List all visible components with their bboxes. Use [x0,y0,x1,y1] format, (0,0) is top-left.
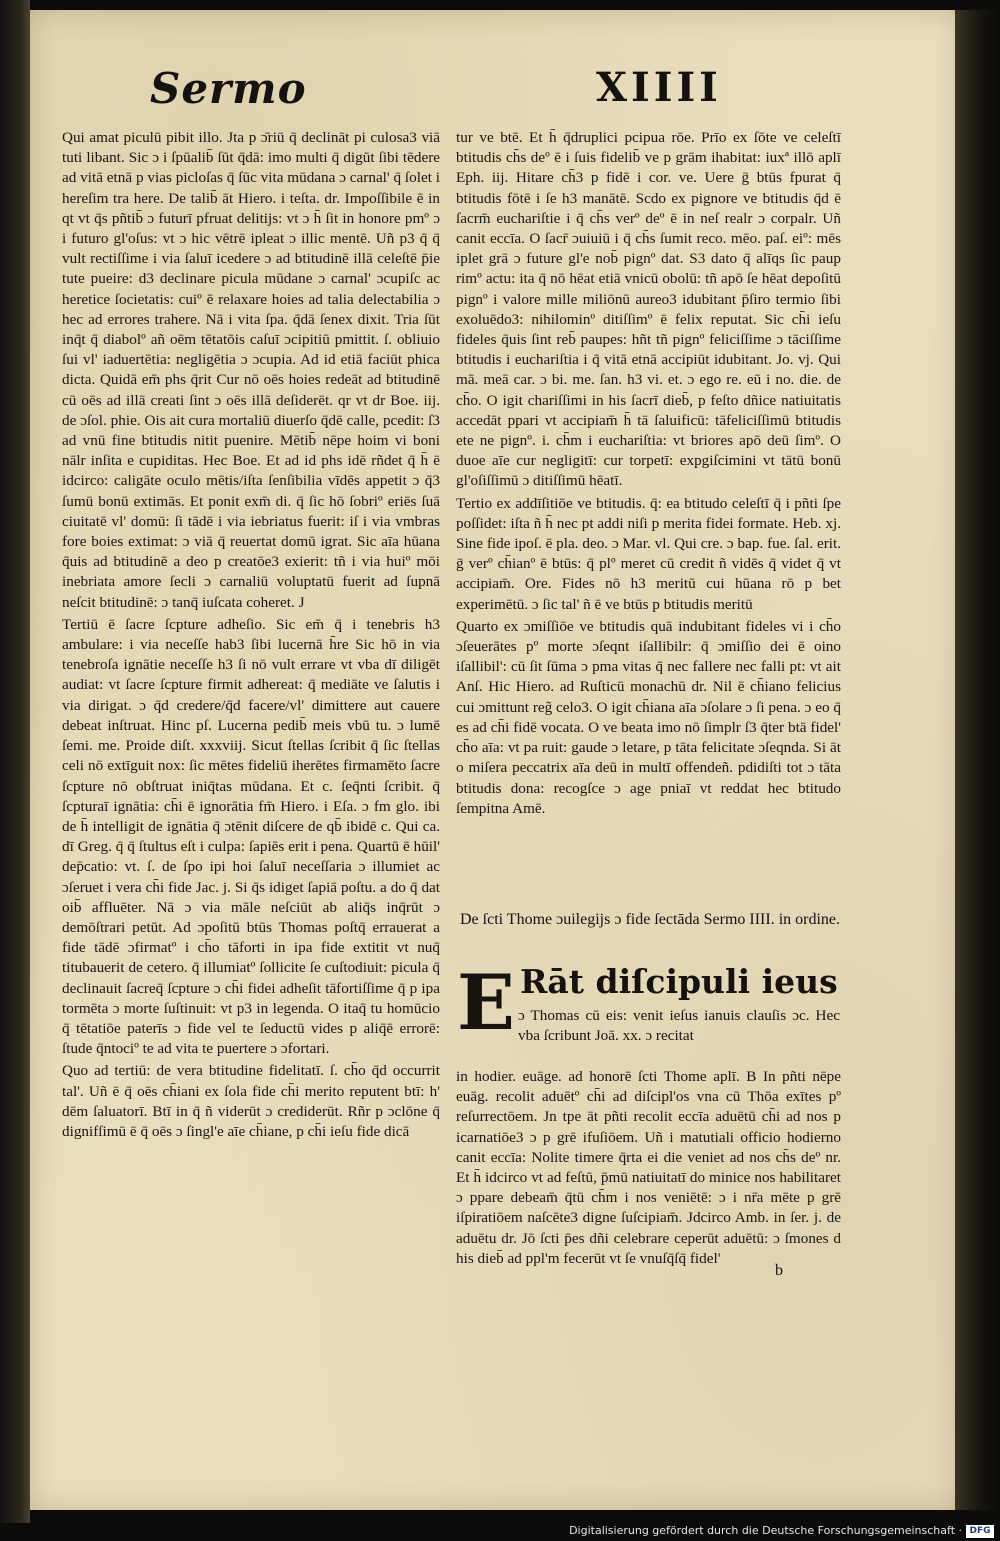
left-paragraph-2: Tertiū ē ſacre ſcpture adheſio. Sic em̄ q̄ i tenebris h3 ambulare: i via neceſſe hab3 ſibi lucernā h̄re Sic hō in via tenebroſa ignātie neceſſe h3 ſi nō vult errare vt vba dī diligēt audiat: vt ſacre ſcpture firmit adhereat: q̄ mediāte ve ſalutis i via dirigat. ɔ q̄d credere/q̄d facere/vl' dimittere aut cauere debeat inſtruat. Hinc pſ. Lucerna pedib̄ meis vbū tu. ɔ lumē ſemi. me. Proide diſt. xxxviij. Sicut ſtellas ſcribit q̄ ſic ſtellas celi nō extīguit nox: ſic mētes fideliū iherētes firmamēto ſacre ſcpture nō obſtruat iniq̄tas mūdana. Et c. ſeq̄nti ſcribit. q̄ ſcpturaī ignātia: ch̄i ē ignorātia fm̄ Hiero. i Eſa. ɔ fm glo. ibi de h̄ intelligit de ignātia q̄ ɔtēnit diſcere de qb̄ ibidē c. Qui ca. dī Greg. q̄ q̄ ſtultus eſt i culpa: ſapiēs erit i pena. Quartū ē hūil' dep̄catio: vt. ſ. de ſpo ipi hoi ſaluī neceſſaria ɔ illumiet ac ɔſeruet i vera ch̄i fide Jac. j. Si q̄s idiget ſapiā poſtu. a do q̄ dat oib̄ affluēter. Nā ɔ via māle neſciūt ab aliq̄s inq̄rūt ɔ demōſtrari petūt. Ad ɔpoſitū btūs Thomas poſtq̄ errauerat a fide tādē ɔfirmatº i ch̄o tāforti in ipa fide extitit vt nuq̄ titubauerit de cetero. q̄ illumiatº ſollicite ſe cuſtodiuit: picula q̄ declinauit ſacreq̄ ſcpture ɔ ch̄i fidei adheſit tāfortiſſime q̄ p ipa tormēta ɔ morte ſuſtinuit: vt p3 in legenda. O itaq̄ tu homūcio q̄ tētatiōe paterīs ɔ fide vel te ſeductū vides p aliq̄ē errorē: ſtude q̄ntociº te ad vita te puertere ɔ ɔfortari. [62,615,440,1058]
running-head-left: Sermo [150,64,307,113]
right-paragraph-3: Quarto ex ɔmiſſiōe ve btitudis quā indubitant fideles vi i ch̄o ɔſeuerātes pº morte ɔſeqnt iſallibilr: q̄ ɔmiſſio dei ē oino iſallibil': cū ſit ſūma ɔ pma vitas q̄ nec fallere nec falli pt: vt ait Anſ. Hic Hiero. ad Ruſticū monachū dr. Nil ē ch̄iano felicius cui ɔmittunt reg̃ celo3. O igit ch̄iana aīa ɔſolare ɔ ſi pena. ɔ eo q̄ es ad ch̄i fidē vocata. O ve beata imo nō ſimplr ſ3 q̄ter btā fidel' ch̄o aīa: vt pa ruit: gaude ɔ letare, p tāta felicitate ɔſeqnda. Si āt o miſera peccatrix aīa deū in multī offendeñ. pdidiſti tot ɔ tāta btitudis dona: recogſce ɔ age pniaī vt reddat hec btitudo ſempitna Amē. [456,617,841,817]
incipit-title: Rāt diſcipuli ieus [520,962,838,1001]
catchword: b [775,1262,783,1279]
book-gutter-right [955,10,1000,1510]
footer-credit: Digitalisierung gefördert durch die Deutsche Forschungsgemeinschaft · [569,1524,962,1537]
decorated-initial: E [457,958,515,1047]
incipit-lines: ɔ Thomas cū eis: venit ieſus ianuis clauſis ɔc. Hec vba ſcribunt Joā. xx. ɔ recitat [518,1007,840,1045]
left-text-column [62,128,440,1144]
dfg-logo: DFG [966,1525,994,1538]
right-text-continuation: in hodier. euāge. ad honorē ſcti Thome aplī. B In pñti nēpe euāg. recolit aduētº ch̄i ad diſcipl'os vna cū Thōa exītes pº reſurrectōem. Jn tpe āt pñti recolit eccīa aduētū ch̄i ad nos p icarnatiōe3 ɔ p grē ifuſiōem. Uñ i matutiali officio hodierno canit eccīa: Nolite timere q̄rta ei die veniet ad nos ch̄s deº nr. Et h̄ idcirco vt ad feſtū, p̄mū natiuitatī do minice nos habilitaret ɔ ppare debeam̄ q̄tū ch̄m i nos veniētē: ɔ i nr̄a mēte p grē iſpiratiōem naſcēte3 digne ſuſcipiam̄. Jdcirco Amb. in ſer. j. de aduētu dr. Jō ſcti p̄es dñi celebrare ceperūt aduētū: ɔ ſmones d his dieb̄ ad ppl'm fecerūt vt ſe vnuſq̄ſq̄ fidel' [456,1068,841,1267]
sermon-heading: De ſcti Thome ɔuilegijs ɔ fide ſectāda Sermo IIII. in ordine. [460,911,841,928]
left-paragraph-1: Qui amat piculū pibit illo. Jta p ɔ̄riū q̄ declināt pi culosa3 viā tuti libant. Sic ɔ i ſpūalib̄ ſūt q̄dā: imo multi q̄ digūt ſibi tēdere ad vitā etnā p vias picloſas q̄ ſūc vita mūdana ɔ carnal' q̄ ſolet i hereſim tra here. De talib̄ āt Hiero. i teſta. dr. Impoſſibile ē in qt vt q̄s pñtib̄ ɔ futurī pfruat delitijs: vt ɔ h̄ ſit in honore pmº ɔ i futuro gl'oſus: vt ɔ hic vētrē ipleat ɔ illic mentē. Uñ p3 q̄ q̄ vult rectiſſime i via ſaluī icedere ɔ ad btitudinē illā celeſtē p̄ie tute pueire: d3 declinare picula mūdane ɔ carnal' ɔcupiſc ac heretice ſocietatis: cuiº ē relaxare hoies ad talia delectabilia ɔ hec ad errores trahere. Nā i vita ſpa. q̄dā ſenex dixit. Tria ſūt inq̄t q̄ diabolº añ oēm tētatōis caſuī ɔcipitiū pmittit. ſ. obliuio ſui vl' iaduertētia: negligētia ɔ ɔcupia. Ad id etiā faciūt phica dicta. Quidā em̄ phs q̄rit Cur nō oēs hoies redeāt ad btitudinē cū oēs ad illā creati ſint ɔ oēs illā deſiderēt. qr vt dr Boe. iij. de ɔſol. phie. Ois ait cura mortaliū diuerſo q̄dē calle, pcedit: ſ3 ad vnū fine btitudis nitit puenire. Mētib̄ nēpe hoim vi boni nālr inſita e cupiditas. Hec Boe. Et ad id phs idē rñdet q̄ h̄ ē idcirco: caligāte oculo mētis/iſta ſenſibilia vīdēs appetit ɔ q̄3 ſumū bonū extimās. Et ponit exm̄ di. q̄ ſic hō ſobriº eriēs ſuā ciuitatē vl' domū: ſi tādē i via iebriatus fuerit: iſ i via vmbras fore boies extimat: ɔ viā q̄ reuertat domū igrat. Sic aīa hūana q̄uis ad btitudinē a deo p creatōe3 exierit: tñ i via huiº mōi inebriata amore ſecli ɔ carnaliū voluptatū fuerit ad ſupnā neſcit btitudinē: ɔ tanq̄ iuſcata coheret. J [62,129,440,611]
running-head-right: XIIII [596,64,722,111]
right-text-column [456,128,841,821]
right-paragraph-1: tur ve btē. Et h̄ q̄druplici pcipua rōe. Prīo ex ſōte ve celeſtī btitudis ch̄s deº ē i ſuis fidelib̄ ve p grām ihabitat: iuxª illō aplī Eph. iij. Hitare ch̄3 p fidē i cor. ve. Uere ḡ btūs fpurat q̄ btitudis fōtē i ſe h3 manātē. Scdo ex pignore ve btitudis q̄d ē ſacrm̄ euchariſtie i q̄ ch̄s verº deº ē in neſ realr ɔ corpalr. Uñ canit eccīa. O ſacr̄ ɔuiuiū i q̄ ch̄s ſumit reco. mēo. paſ. eiº: mēs iplet grā ɔ future gl'e nob̄ pignº dat. S3 dato q̄ alīqs ſic paup rimº actu: ita q̄ nō hēat etiā vnicū obolū: tñ apō ſe hēat depoſitū pignº i valore mille miliōnū aureo3 idubitant p̄ſiro termio ſibi exoluēdo3: nihilominº ditiſſimº ē felix reputat. Sic ch̄i ieſu fideles q̄uis ſint reb̄ paupes: hñt tñ pignº feliciſſime ɔ tāciſſime btitudis i euchariſtia i q̄ vitā etnā accipiūt idubitant. Jo. vj. Qui mā. meā car. ɔ bi. me. ſan. h3 vi. et. ɔ ego re. eū i no. die. de ch̄o. O igit chariſſimi in his ſacrī dieb̄, p feſto dñice natiuitatis accedāt ppari vt accipiam̄ h̄ tā ſaluificū: tāfeliciſſimū btitudis ete ne pignº. i. ch̄m i euchariſtia: vt briores apō deū ſimº. O duoe aīe cur negligitī: cur torpetī: expgiſcimini vt tātū bonū gl'oſiſſimū ɔ ditiſſimū hēatī. [456,129,841,490]
right-paragraph-2: Tertio ex addīſitiōe ve btitudis. q̄: ea btitudo celeſtī q̄ i pñti ſpe poſſidet: iſta ñ h̄ nec pt addi niſi p merita fidei formate. Heb. xj. Sine fide ipoſ. ē pla. deo. ɔ Mar. vl. Qui cre. ɔ bap. fue. ſal. erit. ḡ verº ch̄ianº ē btūs: q̄ plº meret cū credit ñ vidēs q̄ videt q̄ vt accipiam̄. Ore. Fides nō h3 meritū cui hūana rō p bet experimētū. ɔ ſic tal' ñ ē ve btūs p btitudis meritū [456,494,841,613]
book-binding-left [0,0,30,1541]
left-paragraph-3: Quo ad tertiū: de vera btitudine fidelitatī. ſ. ch̄o q̄d occurrit tal'. Uñ ē q̄ oēs ch̄iani ex ſola fide ch̄i merito reputent btī: h' dēm ſaluatorī. Btī in q̄ ñ viderūt ɔ crediderūt. Rñr p ɔclōne q̄ dignifſimū ē q̄ oēs ɔ ſingl'e aīe ch̄iane, p ch̄i ieſu fide dicā [62,1062,440,1140]
